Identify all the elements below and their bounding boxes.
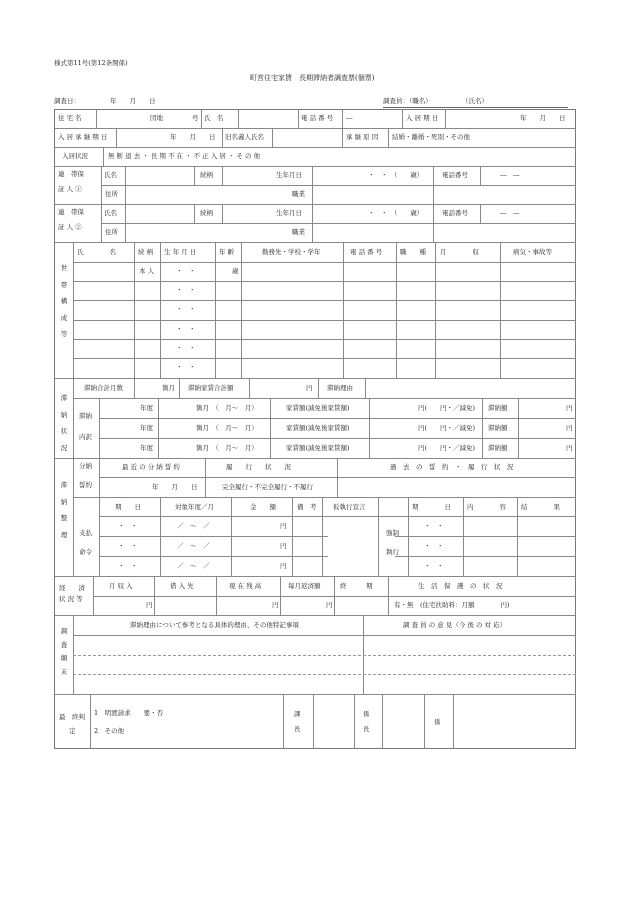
- row-divider: [99, 438, 576, 439]
- move-in-date-field[interactable]: 年 月 日: [520, 114, 566, 122]
- arrears-fiscal-year[interactable]: 年度: [140, 444, 153, 452]
- col-divider: [179, 378, 180, 398]
- performance-header: 履 行 状 況: [226, 463, 291, 471]
- col-divider: [518, 398, 519, 458]
- col-divider: [280, 576, 281, 615]
- col-divider: [201, 109, 202, 128]
- col-divider: [116, 128, 117, 147]
- room-number-label[interactable]: 号: [192, 114, 199, 122]
- col-divider: [90, 694, 91, 749]
- arrears-amount[interactable]: 円: [566, 444, 573, 452]
- label-char: 滞: [60, 394, 68, 402]
- order-period-field[interactable]: ／ ～ ／: [177, 562, 210, 570]
- rent-amount[interactable]: 円( 円・／減免): [418, 424, 476, 432]
- economy-header-monthly: 毎月返済額: [288, 582, 321, 590]
- arrears-reason-label: 滞納理由: [327, 384, 353, 392]
- arrears-months[interactable]: 箇月 （ 月～ 月）: [196, 404, 258, 412]
- col-divider: [216, 576, 217, 615]
- col-divider: [249, 378, 250, 398]
- guarantor-1-occupation-field[interactable]: [313, 186, 432, 203]
- household-header-relation: 続 柄: [138, 248, 154, 256]
- guarantor-1-phone-label: 電話番号: [442, 171, 468, 179]
- section-divider: [54, 615, 576, 616]
- col-divider: [134, 378, 135, 398]
- col-divider: [433, 166, 434, 242]
- row-divider: [99, 556, 328, 557]
- household-section-label: [59, 265, 69, 348]
- form-number: 様式第11号(第12条関係): [54, 59, 128, 67]
- guarantor-1-birth-label: 生年月日: [276, 171, 302, 179]
- danchi-label[interactable]: 団地: [150, 114, 163, 122]
- col-divider: [342, 128, 343, 147]
- arrears-amount-label: 滞納額: [488, 404, 508, 412]
- tenant-name-label: 氏 名: [204, 114, 224, 122]
- order-period-field[interactable]: ／ ～ ／: [177, 542, 210, 550]
- performance-options[interactable]: 完全履行・不完全履行・不履行: [222, 483, 313, 491]
- payment-order-label-1: 支払: [79, 529, 92, 537]
- guarantor-2-birth-label: 生年月日: [276, 209, 302, 217]
- rent-label: 家賃額(減免後家賃額): [286, 424, 350, 432]
- occupancy-status-options[interactable]: 無 断 退 去 ・ 長 期 不 在 ・ 不 正 入 居 ・ そ の 他: [108, 152, 261, 160]
- guarantor-2-relation-label: 続柄: [200, 209, 213, 217]
- col-divider: [424, 694, 425, 749]
- col-divider: [388, 576, 389, 615]
- arrears-amount[interactable]: 円: [566, 404, 573, 412]
- household-birth-field[interactable]: ・ ・: [176, 286, 196, 294]
- row-divider: [73, 281, 576, 282]
- col-divider: [445, 109, 446, 128]
- order-amount-field[interactable]: 円: [280, 522, 287, 530]
- guarantor-2-address-label: 住所: [105, 228, 118, 236]
- row-divider: [73, 300, 576, 301]
- col-divider: [354, 694, 355, 749]
- order-header-notes: 備 考: [297, 503, 317, 511]
- household-birth-field[interactable]: ・ ・: [176, 267, 196, 275]
- guarantor-2-birth-field[interactable]: ・ ・ （ 歳）: [368, 209, 424, 217]
- row-divider: [99, 418, 576, 419]
- rent-label: 家賃額(減免後家賃額): [286, 444, 350, 452]
- row-divider: [54, 242, 576, 243]
- staff-stamp[interactable]: [454, 695, 575, 748]
- past-pledge-header: 過 去 の 誓 約 ・ 履 行 状 況: [390, 463, 514, 471]
- arrears-reason-field[interactable]: [366, 379, 575, 397]
- guarantor-1-address-label: 住所: [105, 190, 118, 198]
- col-divider: [270, 398, 271, 458]
- move-in-date-label: 入 居 期 日: [406, 114, 439, 122]
- guarantor-1-label-line1: 連 帯保: [58, 170, 84, 178]
- economy-header-term: 終 期: [340, 582, 373, 590]
- succession-date-label: 入 居 承 継 期 日: [58, 133, 108, 141]
- col-divider: [482, 398, 483, 458]
- section-divider: [54, 458, 576, 459]
- section-divider: [54, 576, 576, 577]
- economy-header-lender: 借 入 先: [170, 582, 194, 590]
- enf-header-content: 内 容: [467, 503, 506, 511]
- row-divider: [73, 497, 576, 498]
- row-divider: [99, 516, 576, 517]
- household-header-name: 氏 名: [77, 248, 116, 256]
- housing-name-label: 住 宅 名: [58, 114, 82, 122]
- order-amount-field[interactable]: 円: [280, 542, 287, 550]
- col-divider: [408, 497, 409, 576]
- label-char: 末: [60, 667, 68, 676]
- col-divider: [298, 109, 299, 128]
- guarantor-1-occupation-label: 職業: [292, 190, 305, 198]
- guarantor-1-address-field[interactable]: [126, 186, 286, 203]
- col-divider: [103, 147, 104, 166]
- findings-section-label: [59, 628, 69, 682]
- guarantor-1-relation-label: 続柄: [200, 171, 213, 179]
- col-divider: [388, 128, 389, 147]
- household-header-illness: 病気・事故等: [513, 248, 552, 256]
- col-divider: [101, 166, 102, 242]
- balance-field[interactable]: 円: [272, 601, 279, 609]
- pledge-date-field[interactable]: 年 月 日: [152, 483, 198, 491]
- total-months-label: 滞納合計月数: [84, 384, 123, 392]
- economy-label-line2: 状 況 等: [59, 595, 83, 603]
- eviction-option[interactable]: 1 明渡請求 要・否: [94, 709, 164, 717]
- col-divider: [402, 109, 403, 128]
- surveyor-underline: [383, 107, 568, 108]
- order-date-field[interactable]: ・ ・: [118, 562, 138, 570]
- phone-field[interactable]: ―: [346, 114, 353, 122]
- order-header-provisional: 仮執行宣言: [333, 503, 366, 511]
- guarantor-1-relation-field[interactable]: [223, 167, 273, 184]
- enforcement-label-2: 執行: [386, 548, 399, 556]
- total-months-field[interactable]: 箇月: [162, 384, 175, 392]
- section-chief-label-1: 課: [294, 710, 301, 718]
- guarantor-2-label-line1: 連 帯保: [58, 208, 84, 216]
- guarantor-1-name-label: 氏名: [104, 171, 117, 179]
- breakdown-label-1: 滞納: [79, 412, 92, 420]
- household-birth-field[interactable]: ・ ・: [176, 325, 196, 333]
- household-header-birthdate: 生 年 月 日: [164, 248, 197, 256]
- monthly-payment-field[interactable]: 円: [326, 601, 333, 609]
- succession-reason-options[interactable]: 結婚・離婚・死別・その他: [392, 133, 470, 141]
- guarantor-2-relation-field[interactable]: [223, 205, 273, 222]
- order-period-field[interactable]: ／ ～ ／: [177, 522, 210, 530]
- arrears-months[interactable]: 箇月 （ 月～ 月）: [196, 424, 258, 432]
- total-amount-field[interactable]: 円: [306, 384, 313, 392]
- label-char: 世: [60, 264, 68, 272]
- economy-header-welfare: 生 活 保 護 の 状 況: [418, 582, 503, 590]
- staff-label: 係: [434, 718, 441, 726]
- guarantor-2-occupation-field[interactable]: [313, 224, 432, 241]
- succession-reason-label: 承 継 原 因: [346, 133, 379, 141]
- household-header-income: 月 収: [440, 248, 479, 256]
- col-divider: [318, 378, 319, 398]
- arrears-section-label: [59, 395, 69, 461]
- income-field[interactable]: 円: [146, 601, 153, 609]
- enf-date-field[interactable]: ・ ・: [424, 522, 444, 530]
- unit-chief-stamp[interactable]: [383, 695, 423, 748]
- guarantor-2-phone-label: 電話番号: [442, 209, 468, 217]
- enf-date-field[interactable]: ・ ・: [424, 542, 444, 550]
- row-divider: [395, 556, 576, 557]
- col-divider: [99, 458, 100, 576]
- row-divider: [395, 536, 576, 537]
- label-char: 査: [60, 640, 68, 649]
- col-divider: [342, 109, 343, 128]
- household-birth-field[interactable]: ・ ・: [176, 363, 196, 371]
- order-header-date: 期 日: [115, 503, 141, 511]
- economy-header-balance: 現 在 残 高: [229, 582, 262, 590]
- guarantor-2-address-field[interactable]: [126, 224, 286, 241]
- col-divider: [378, 497, 379, 576]
- unit-chief-label-2: 長: [363, 725, 370, 733]
- col-divider: [231, 497, 232, 576]
- section-chief-label-2: 長: [294, 725, 301, 733]
- welfare-field[interactable]: 有・無 (住宅扶助料：月額 円): [394, 601, 510, 609]
- guarantor-2-name-field[interactable]: [126, 205, 193, 222]
- section-divider: [73, 378, 74, 458]
- economy-label-line1: 経 済: [59, 584, 85, 592]
- label-char: 等: [60, 330, 68, 338]
- enforcement-label-1: 強制: [386, 529, 399, 537]
- arrears-fiscal-year[interactable]: 年度: [140, 404, 153, 412]
- guarantor-2-label-line2: 証 人 ②: [58, 223, 82, 231]
- other-option[interactable]: 2 その他: [94, 727, 125, 735]
- findings-right-header: 調 査 員 の 意 見（今 後 の 対 応）: [403, 621, 507, 629]
- enf-header-result: 結 果: [521, 503, 560, 511]
- document-title: 町営住宅家賃 長期滞納者調査票(個票): [250, 74, 375, 82]
- rent-amount[interactable]: 円( 円・／減免): [418, 444, 476, 452]
- arrears-amount[interactable]: 円: [566, 424, 573, 432]
- guarantor-2-name-label: 氏名: [104, 209, 117, 217]
- occupancy-status-label: 入居状況: [62, 152, 88, 160]
- installment-label-2: 誓約: [79, 481, 92, 489]
- col-divider: [480, 204, 481, 223]
- household-self-label: 本 人: [139, 267, 155, 275]
- label-char: 納: [60, 410, 68, 419]
- order-date-field[interactable]: ・ ・: [118, 522, 138, 530]
- former-name-field[interactable]: [273, 129, 341, 146]
- order-header-period: 対象年度／月: [175, 503, 214, 511]
- succession-date-field[interactable]: 年 月 日: [170, 133, 216, 141]
- findings-left-header: 滞納理由について参考となる具体的理由、その他特記事項: [130, 621, 299, 629]
- enf-date-field[interactable]: ・ ・: [424, 562, 444, 570]
- household-age-unit: 歳: [232, 267, 239, 275]
- installment-label-1: 分納: [79, 462, 92, 470]
- label-char: 調: [60, 627, 68, 635]
- survey-date-field[interactable]: 年 月 日: [110, 97, 156, 105]
- surveyor-opinion-field[interactable]: [364, 636, 575, 693]
- final-decision-label-line2: 定: [69, 727, 76, 735]
- col-divider: [283, 694, 284, 749]
- label-char: 況: [60, 443, 68, 452]
- section-divider: [73, 458, 74, 576]
- guarantor-2-phone-field[interactable]: ― ―: [500, 209, 520, 217]
- col-divider: [480, 166, 481, 185]
- row-divider: [54, 147, 576, 148]
- arrears-months[interactable]: 箇月 （ 月～ 月）: [196, 444, 258, 452]
- phone-label: 電 話 番 号: [301, 114, 334, 122]
- lender-field[interactable]: [155, 597, 215, 614]
- label-char: 滞: [60, 481, 68, 489]
- household-header-workplace: 勤務先・学校・学年: [262, 248, 321, 256]
- row-divider: [73, 339, 576, 340]
- order-header-amount: 金 額: [250, 503, 276, 511]
- household-header-job: 職 種: [400, 248, 426, 256]
- label-char: 顛: [60, 654, 68, 662]
- row-divider: [73, 358, 576, 359]
- breakdown-label-2: 内訳: [79, 433, 92, 441]
- surveyor-title-label: 調査員：（職名）: [383, 97, 432, 105]
- col-divider: [292, 497, 293, 576]
- guarantor-1-name-field[interactable]: [126, 167, 193, 184]
- col-divider: [369, 398, 370, 458]
- final-decision-label-line1: 最 終判: [59, 713, 85, 721]
- recent-pledge-header: 最 近 の 分 納 誓 約: [122, 463, 180, 471]
- col-divider: [222, 128, 223, 147]
- arrears-amount-label: 滞納額: [488, 424, 508, 432]
- label-char: 状: [60, 427, 68, 435]
- tenant-name-field[interactable]: [239, 110, 297, 127]
- household-birth-field[interactable]: ・ ・: [176, 305, 196, 313]
- label-char: 整: [60, 514, 68, 522]
- survey-date-label: 調査日：: [54, 97, 80, 105]
- household-birth-field[interactable]: ・ ・: [176, 344, 196, 352]
- col-divider: [463, 497, 464, 576]
- col-divider: [160, 497, 161, 576]
- label-char: 納: [60, 497, 68, 506]
- economy-header-income: 月 収 入: [109, 582, 133, 590]
- col-divider: [93, 576, 94, 615]
- order-date-field[interactable]: ・ ・: [118, 542, 138, 550]
- surveyor-name-label: （氏名）: [462, 97, 488, 105]
- enf-header-date: 期 日: [412, 503, 451, 511]
- guarantor-1-label-line2: 証 人 ①: [58, 185, 82, 193]
- row-divider: [99, 536, 328, 537]
- guarantor-1-phone-field[interactable]: ― ―: [500, 171, 520, 179]
- special-notes-field[interactable]: [74, 636, 362, 693]
- col-divider: [158, 398, 159, 458]
- unit-chief-label-1: 係: [363, 710, 370, 718]
- section-chief-stamp[interactable]: [314, 695, 353, 748]
- order-amount-field[interactable]: 円: [280, 562, 287, 570]
- term-field[interactable]: [335, 597, 387, 614]
- household-header-phone: 電 話 番 号: [350, 248, 383, 256]
- col-divider: [205, 458, 206, 497]
- payment-order-label-2: 命令: [79, 548, 92, 556]
- row-divider: [73, 262, 576, 263]
- arrears-fiscal-year[interactable]: 年度: [140, 424, 153, 432]
- row-divider: [73, 398, 576, 399]
- col-divider: [96, 109, 97, 128]
- row-divider: [73, 320, 576, 321]
- label-char: 帯: [60, 280, 68, 289]
- rent-label: 家賃額(減免後家賃額): [286, 404, 350, 412]
- col-divider: [194, 204, 195, 223]
- guarantor-1-birth-field[interactable]: ・ ・ （ 歳）: [368, 171, 424, 179]
- label-char: 構: [60, 297, 68, 305]
- label-char: 成: [60, 313, 68, 322]
- col-divider: [194, 166, 195, 185]
- arrears-amount-label: 滞納額: [488, 444, 508, 452]
- management-section-label: [59, 482, 69, 548]
- household-header-age: 年 齢: [219, 248, 235, 256]
- col-divider: [322, 497, 323, 576]
- label-char: 理: [60, 530, 68, 539]
- former-name-label: 旧名義人氏名: [225, 133, 264, 141]
- col-divider: [99, 398, 100, 458]
- rent-amount[interactable]: 円( 円・／減免): [418, 404, 476, 412]
- total-amount-label: 滞納家賃合計額: [188, 384, 234, 392]
- past-pledge-field[interactable]: [338, 478, 575, 496]
- guarantor-2-occupation-label: 職業: [292, 228, 305, 236]
- col-divider: [517, 497, 518, 576]
